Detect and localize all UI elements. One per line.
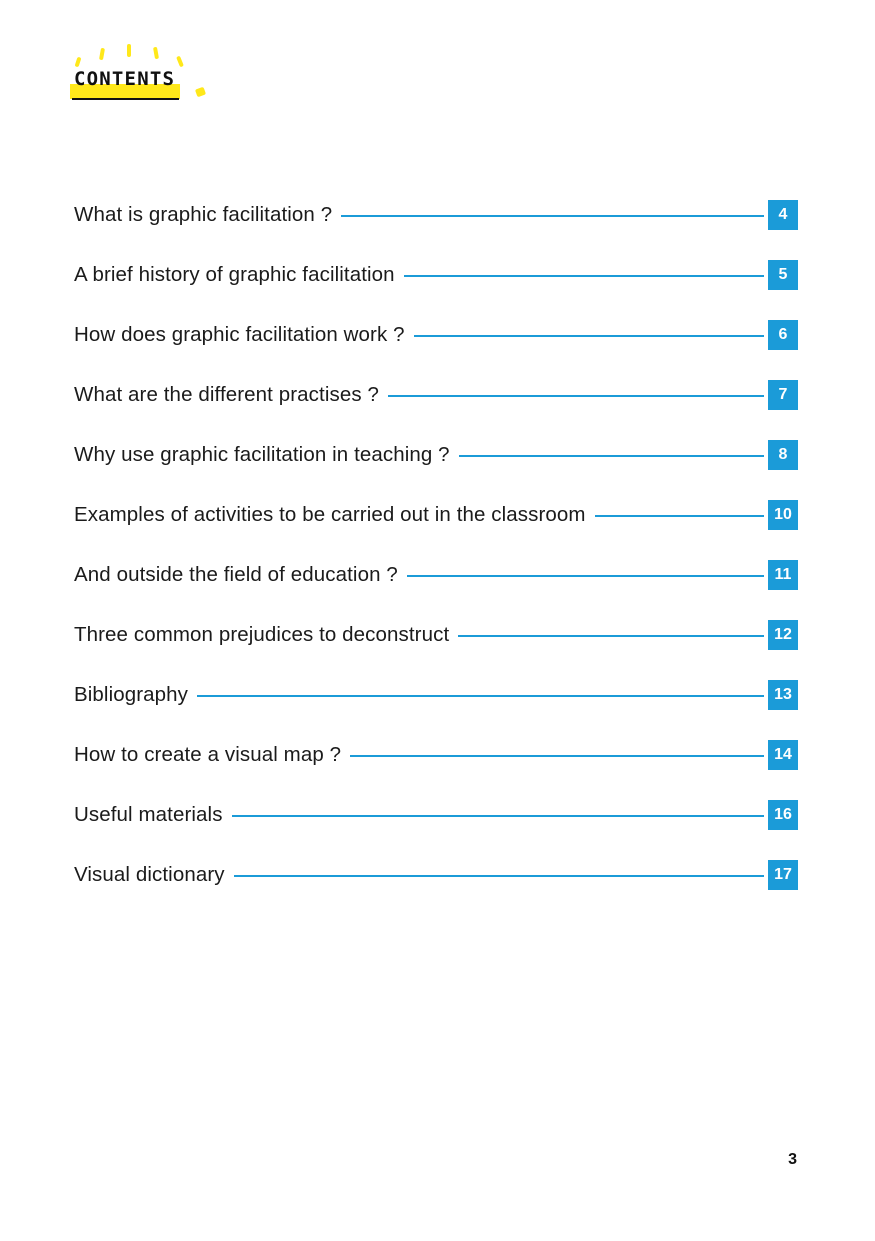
toc-leader-line bbox=[350, 755, 764, 757]
toc-page-badge: 10 bbox=[768, 500, 798, 530]
toc-page-badge: 13 bbox=[768, 680, 798, 710]
list-item[interactable] bbox=[74, 485, 798, 545]
sparkle-icon bbox=[99, 48, 105, 61]
sparkle-icon bbox=[195, 87, 206, 98]
toc-page-badge: 12 bbox=[768, 620, 798, 650]
list-item[interactable] bbox=[74, 605, 798, 665]
toc-page-badge: 7 bbox=[768, 380, 798, 410]
toc-page-badge: 6 bbox=[768, 320, 798, 350]
toc-leader-line bbox=[458, 635, 764, 637]
toc-entry-label: A brief history of graphic facilitation bbox=[74, 263, 395, 286]
list-item[interactable] bbox=[74, 365, 798, 425]
toc-leader-line bbox=[197, 695, 764, 697]
title-underline bbox=[72, 98, 179, 100]
toc-leader-line bbox=[341, 215, 764, 217]
list-item[interactable] bbox=[74, 185, 798, 245]
toc-entry-label: Why use graphic facilitation in teaching ? bbox=[74, 443, 450, 466]
toc-entry-label: And outside the field of education ? bbox=[74, 563, 398, 586]
toc-leader-line bbox=[459, 455, 764, 457]
toc-entry-label: Examples of activities to be carried out in the classroom bbox=[74, 503, 586, 526]
toc-entry-label: What is graphic facilitation ? bbox=[74, 203, 333, 226]
sparkle-icon bbox=[153, 47, 159, 60]
list-item[interactable] bbox=[74, 665, 798, 725]
toc-leader-line bbox=[388, 395, 764, 397]
table-of-contents bbox=[74, 185, 798, 905]
list-item[interactable] bbox=[74, 545, 798, 605]
list-item[interactable] bbox=[74, 725, 798, 785]
sparkle-icon bbox=[127, 44, 131, 57]
sparkle-icon bbox=[176, 56, 184, 68]
toc-page-badge: 16 bbox=[768, 800, 798, 830]
toc-leader-line bbox=[414, 335, 764, 337]
toc-entry-label: What are the different practises ? bbox=[74, 383, 379, 406]
toc-entry-label: Three common prejudices to deconstruct bbox=[74, 623, 450, 646]
page-title: CONTENTS bbox=[74, 68, 176, 90]
toc-entry-label: Visual dictionary bbox=[74, 863, 225, 886]
footer-page-number: 3 bbox=[788, 1151, 797, 1168]
toc-page-badge: 11 bbox=[768, 560, 798, 590]
toc-page-badge: 14 bbox=[768, 740, 798, 770]
toc-entry-label: Bibliography bbox=[74, 683, 189, 706]
list-item[interactable] bbox=[74, 245, 798, 305]
toc-page-badge: 4 bbox=[768, 200, 798, 230]
toc-leader-line bbox=[407, 575, 764, 577]
toc-entry-label: How to create a visual map ? bbox=[74, 743, 342, 766]
toc-leader-line bbox=[234, 875, 764, 877]
toc-page-badge: 17 bbox=[768, 860, 798, 890]
toc-leader-line bbox=[404, 275, 764, 277]
toc-leader-line bbox=[595, 515, 764, 517]
list-item[interactable] bbox=[74, 785, 798, 845]
toc-leader-line bbox=[232, 815, 764, 817]
toc-entry-label: How does graphic facilitation work ? bbox=[74, 323, 405, 346]
list-item[interactable] bbox=[74, 845, 798, 905]
sparkle-icon bbox=[75, 57, 82, 68]
list-item[interactable] bbox=[74, 305, 798, 365]
contents-header bbox=[70, 40, 370, 110]
toc-page-badge: 5 bbox=[768, 260, 798, 290]
toc-page-badge: 8 bbox=[768, 440, 798, 470]
list-item[interactable] bbox=[74, 425, 798, 485]
toc-entry-label: Useful materials bbox=[74, 803, 223, 826]
